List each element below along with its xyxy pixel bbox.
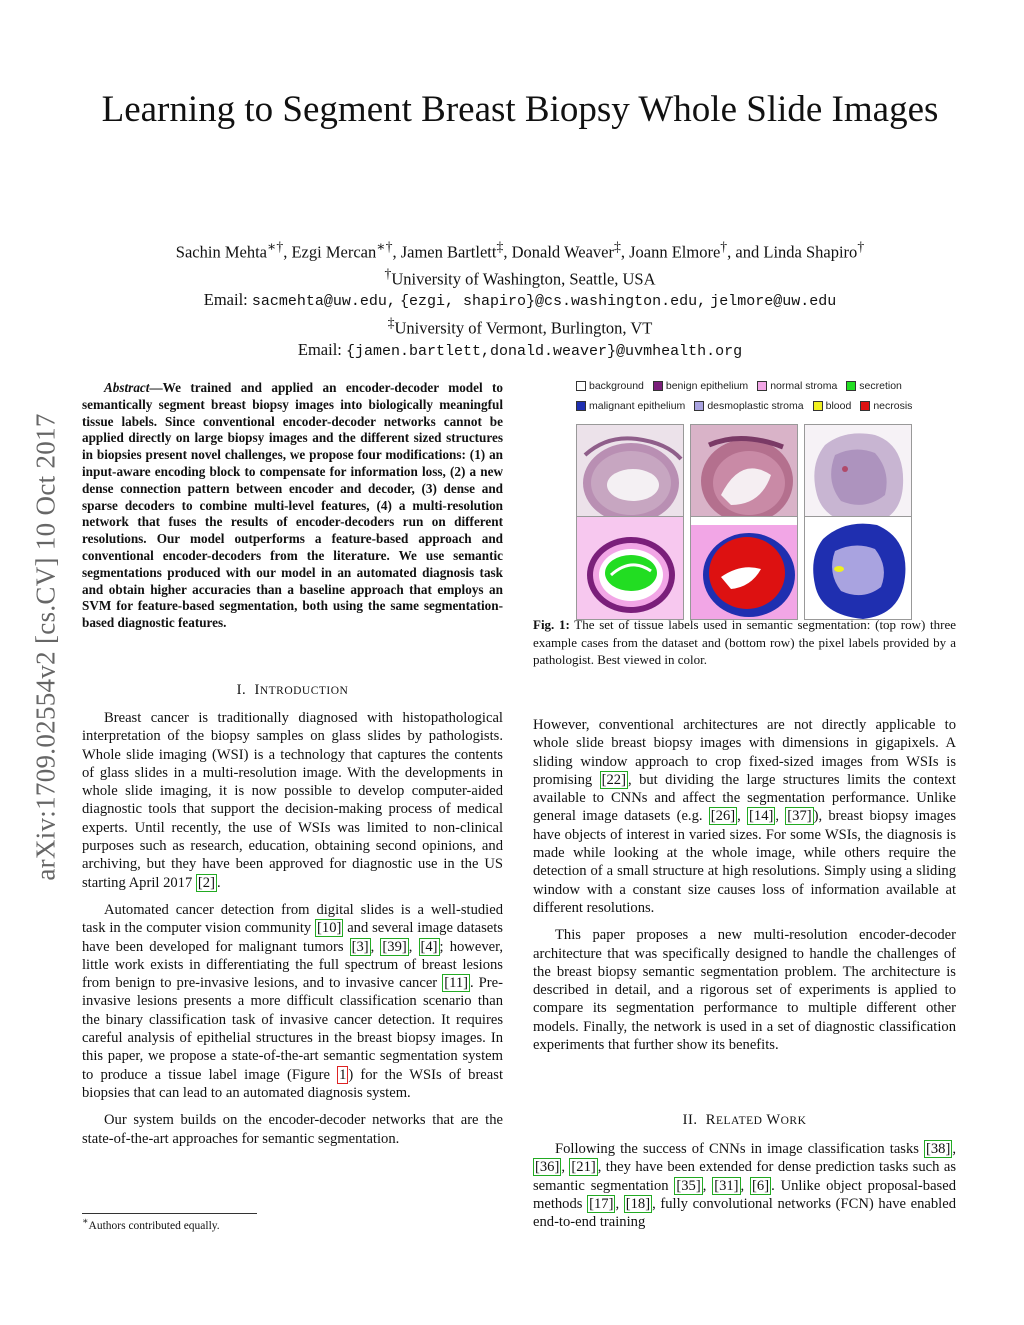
author-name: Jamen Bartlett <box>400 242 497 262</box>
paragraph: Following the success of CNNs in image classification tasks [38] , [36] , [21] , they have been extended for dense prediction tasks such as semantic segmentation [35] , [31] , [6] . Unlike object proposal-based methods [17] , [18] , fully convolutional networks (FCN) have enabled end-to-end training <box>533 1141 957 1231</box>
affiliation-2: ‡University of Vermont, Burlington, VT <box>387 315 653 338</box>
email-line-1: Email: sacmehta@uw.edu, {ezgi, shapiro}@cs.washington.edu, jelmore@uw.edu <box>203 290 837 310</box>
legend-swatch <box>576 401 586 411</box>
citation-link[interactable]: [14] <box>749 808 774 825</box>
citation-link[interactable]: [11] <box>444 975 468 992</box>
label-image-3 <box>804 516 912 620</box>
figure-caption <box>533 616 956 669</box>
legend-swatch <box>694 401 704 411</box>
section-heading-introduction: I. INTRODUCTION <box>236 682 349 698</box>
legend-item: desmoplastic stroma <box>694 400 803 412</box>
tissue-image-3-art <box>805 425 912 528</box>
author-conjunction: and <box>735 242 760 262</box>
legend-item: normal stroma <box>757 380 837 392</box>
citation-link[interactable]: [35] <box>676 1177 701 1194</box>
legend-item: necrosis <box>860 400 912 412</box>
citation-link[interactable]: [3] <box>351 938 369 955</box>
label-image-3-art <box>805 517 912 620</box>
paragraph: Automated cancer detection from digital slides is a well-studied task in the computer vision community [10] and several image datasets have been developed for malignant tumors [3] , [39] , [4] ; however, little work exists in differentiating the full spectrum of breast lesions from benign to pre-invasive lesions, and to invasive cancer [11] . Pre-invasive lesions presents a more difficult classification scenario than the binary classification task of invasive cancer detection. It requires careful analysis of epithelial structures in the breast biopsy images. In this paper, we propose a state-of-the-art semantic segmentation system to produce a tissue label image (Figure 1 ) for the WSIs of breast biopsies that can lead to an automated diagnosis system. <box>82 901 504 1101</box>
tissue-image-3 <box>804 424 912 528</box>
tissue-image-2 <box>690 424 798 528</box>
abstract-text: —We trained and applied an encoder-decoder model to semantically segment breast biopsy images into biologically meaningful tissue labels. Since conventional encoder-decoder networks cannot be applied directly on large biopsy images and the different sized structures in biopsies present novel challenges, we propose four modifications: (1) an input-aware encoding block to compensate for information loss, (2) a new dense connection pattern between encoder and decoder, (3) dense and sparse decoders to combine multi-level features, (4) a multi-resolution network that fuses the results of encoder-decoders run on different resolutions. Our model outperforms a feature-based approach and conventional encoder-decoders from the literature. We use semantic segmentations produced with our model in an automated diagnosis task and obtain higher accuracies than a baseline approach that employs an SVM for feature-based segmentation, both using the same segmentation-based diagnostic features. <box>82 380 503 631</box>
caption-text: The set of tissue labels used in semantic segmentation: (top row) three example cases from the dataset and (bottom row) the pixel labels provided by a pathologist. Best viewed in color. <box>533 617 956 667</box>
paragraph: Breast cancer is traditionally diagnosed with histopathological interpretation of the biopsy samples on glass slides by pathologists. Whole slide imaging (WSI) is a technology that captures the contents of glass slides in a multi-resolution image. With the developments in whole slide imaging, it is now possible to develop computer-aided diagnostic tools that support the decision-making process of medical experts. Until recently, the use of WSIs was limited to non-clinical purposes such as research, education, obtaining second opinions, and archiving, but they have been approved for diagnostic use in the US starting April 2017 [2] . <box>82 710 503 891</box>
label-image-2-art <box>691 517 798 620</box>
paragraph: However, conventional architectures are not directly applicable to whole slide breast biopsy images with dimensions in gigapixels. A sliding window approach to crop fixed-sized images from WSIs is promising [22] , but dividing the large structures limits the context available to CNNs and affect the segmentation performance. Unlike general image datasets (e.g. [26] , [14] , [37] ), breast biopsy images have objects of interest in varied sizes. For some WSIs, the diagnosis is made while looking at the whole image, while others require the detection of a small structure at high resolutions. Simply using a sliding window with a constant size causes loss of information available at different resolutions. <box>533 717 957 916</box>
arxiv-sidebar <box>22 352 70 942</box>
citation-link[interactable]: [36] <box>535 1159 560 1176</box>
author-name: Donald Weaver <box>511 242 614 262</box>
right-body <box>533 716 956 1054</box>
email-link[interactable]: {jamen.bartlett,donald.weaver}@uvmhealth.org <box>346 342 743 360</box>
email-link[interactable]: sacmehta@uw.edu, <box>251 293 396 310</box>
citation-link[interactable]: [10] <box>317 920 342 937</box>
author-name: Joann Elmore <box>629 242 721 262</box>
citation-link[interactable]: [26] <box>710 808 736 825</box>
tissue-image-2-art <box>691 425 798 528</box>
citation-link[interactable]: [2] <box>197 874 215 891</box>
intro-body <box>82 709 503 1148</box>
author-name: Ezgi Mercan <box>291 242 377 262</box>
email-link[interactable]: jelmore@uw.edu <box>710 293 837 310</box>
citation-link[interactable]: [37] <box>787 808 812 825</box>
affiliation-1: †University of Washington, Seattle, USA <box>384 265 656 288</box>
legend-item: benign epithelium <box>653 380 748 392</box>
paragraph: This paper proposes a new multi-resolution encoder-decoder architecture that was specifically designed to handle the challenges of the breast biopsy semantic segmentation problem. The architecture is described in detail, and a rigorous set of experiments is applied to compare its segmentation performance to multiple different other models. Finally, the network is used in a set of diagnostic classification experiments that further show its benefits. <box>533 927 956 1054</box>
figure-ref-link[interactable]: 1 <box>339 1066 347 1083</box>
label-image-1-art <box>577 517 684 620</box>
legend-swatch <box>813 401 823 411</box>
author-name: Linda Shapiro <box>763 242 858 262</box>
legend-row <box>576 396 956 416</box>
citation-link[interactable]: [18] <box>625 1195 651 1212</box>
legend-swatch <box>757 381 767 391</box>
section-heading-related-work: II. RELATED WORK <box>682 1112 807 1128</box>
tissue-image-1-art <box>577 425 684 528</box>
label-image-2 <box>690 516 798 620</box>
figure-legend <box>576 376 956 416</box>
author-block <box>80 236 960 362</box>
legend-item: blood <box>813 400 852 412</box>
legend-swatch <box>653 381 663 391</box>
tissue-image-1 <box>576 424 684 528</box>
legend-row <box>576 376 956 396</box>
legend-item: secretion <box>846 380 902 392</box>
legend-item: malignant epithelium <box>576 400 685 412</box>
label-image-1 <box>576 516 684 620</box>
citation-link[interactable]: [4] <box>420 938 438 955</box>
abstract <box>82 380 503 632</box>
email-line-2: Email: {jamen.bartlett,donald.weaver}@uvmhealth.org <box>297 339 743 360</box>
related-work-body <box>533 1140 956 1231</box>
legend-swatch <box>576 381 586 391</box>
citation-link[interactable]: [22] <box>601 771 626 788</box>
arxiv-id: arXiv:1709.02554v2 [cs.CV] 10 Oct 2017 <box>30 413 61 881</box>
author-name: Sachin Mehta <box>175 242 267 262</box>
abstract-label: Abstract <box>104 380 150 395</box>
legend-swatch <box>860 401 870 411</box>
paper-title: Learning to Segment Breast Biopsy Whole Slide Images <box>101 89 939 130</box>
citation-link[interactable]: [6] <box>752 1177 770 1194</box>
citation-link[interactable]: [21] <box>571 1159 596 1176</box>
footnote-rule <box>82 1213 257 1214</box>
author-line: Sachin Mehta∗†, Ezgi Mercan∗†, Jamen Bartlett‡, Donald Weaver‡, Joann Elmore†, and Linda Shapiro† <box>175 239 865 262</box>
footnote: ∗Authors contributed equally. <box>82 1216 220 1232</box>
legend-swatch <box>846 381 856 391</box>
legend-item: background <box>576 380 644 392</box>
paragraph: Our system builds on the encoder-decoder networks that are the state-of-the-art approaches for semantic segmentation. <box>82 1112 503 1147</box>
citation-link[interactable]: [38] <box>926 1141 951 1157</box>
citation-link[interactable]: [31] <box>714 1177 739 1194</box>
email-link[interactable]: {ezgi, shapiro}@cs.washington.edu, <box>400 293 707 310</box>
caption-label: Fig. 1: <box>533 617 570 632</box>
citation-link[interactable]: [39] <box>382 938 407 955</box>
citation-link[interactable]: [17] <box>589 1195 614 1212</box>
